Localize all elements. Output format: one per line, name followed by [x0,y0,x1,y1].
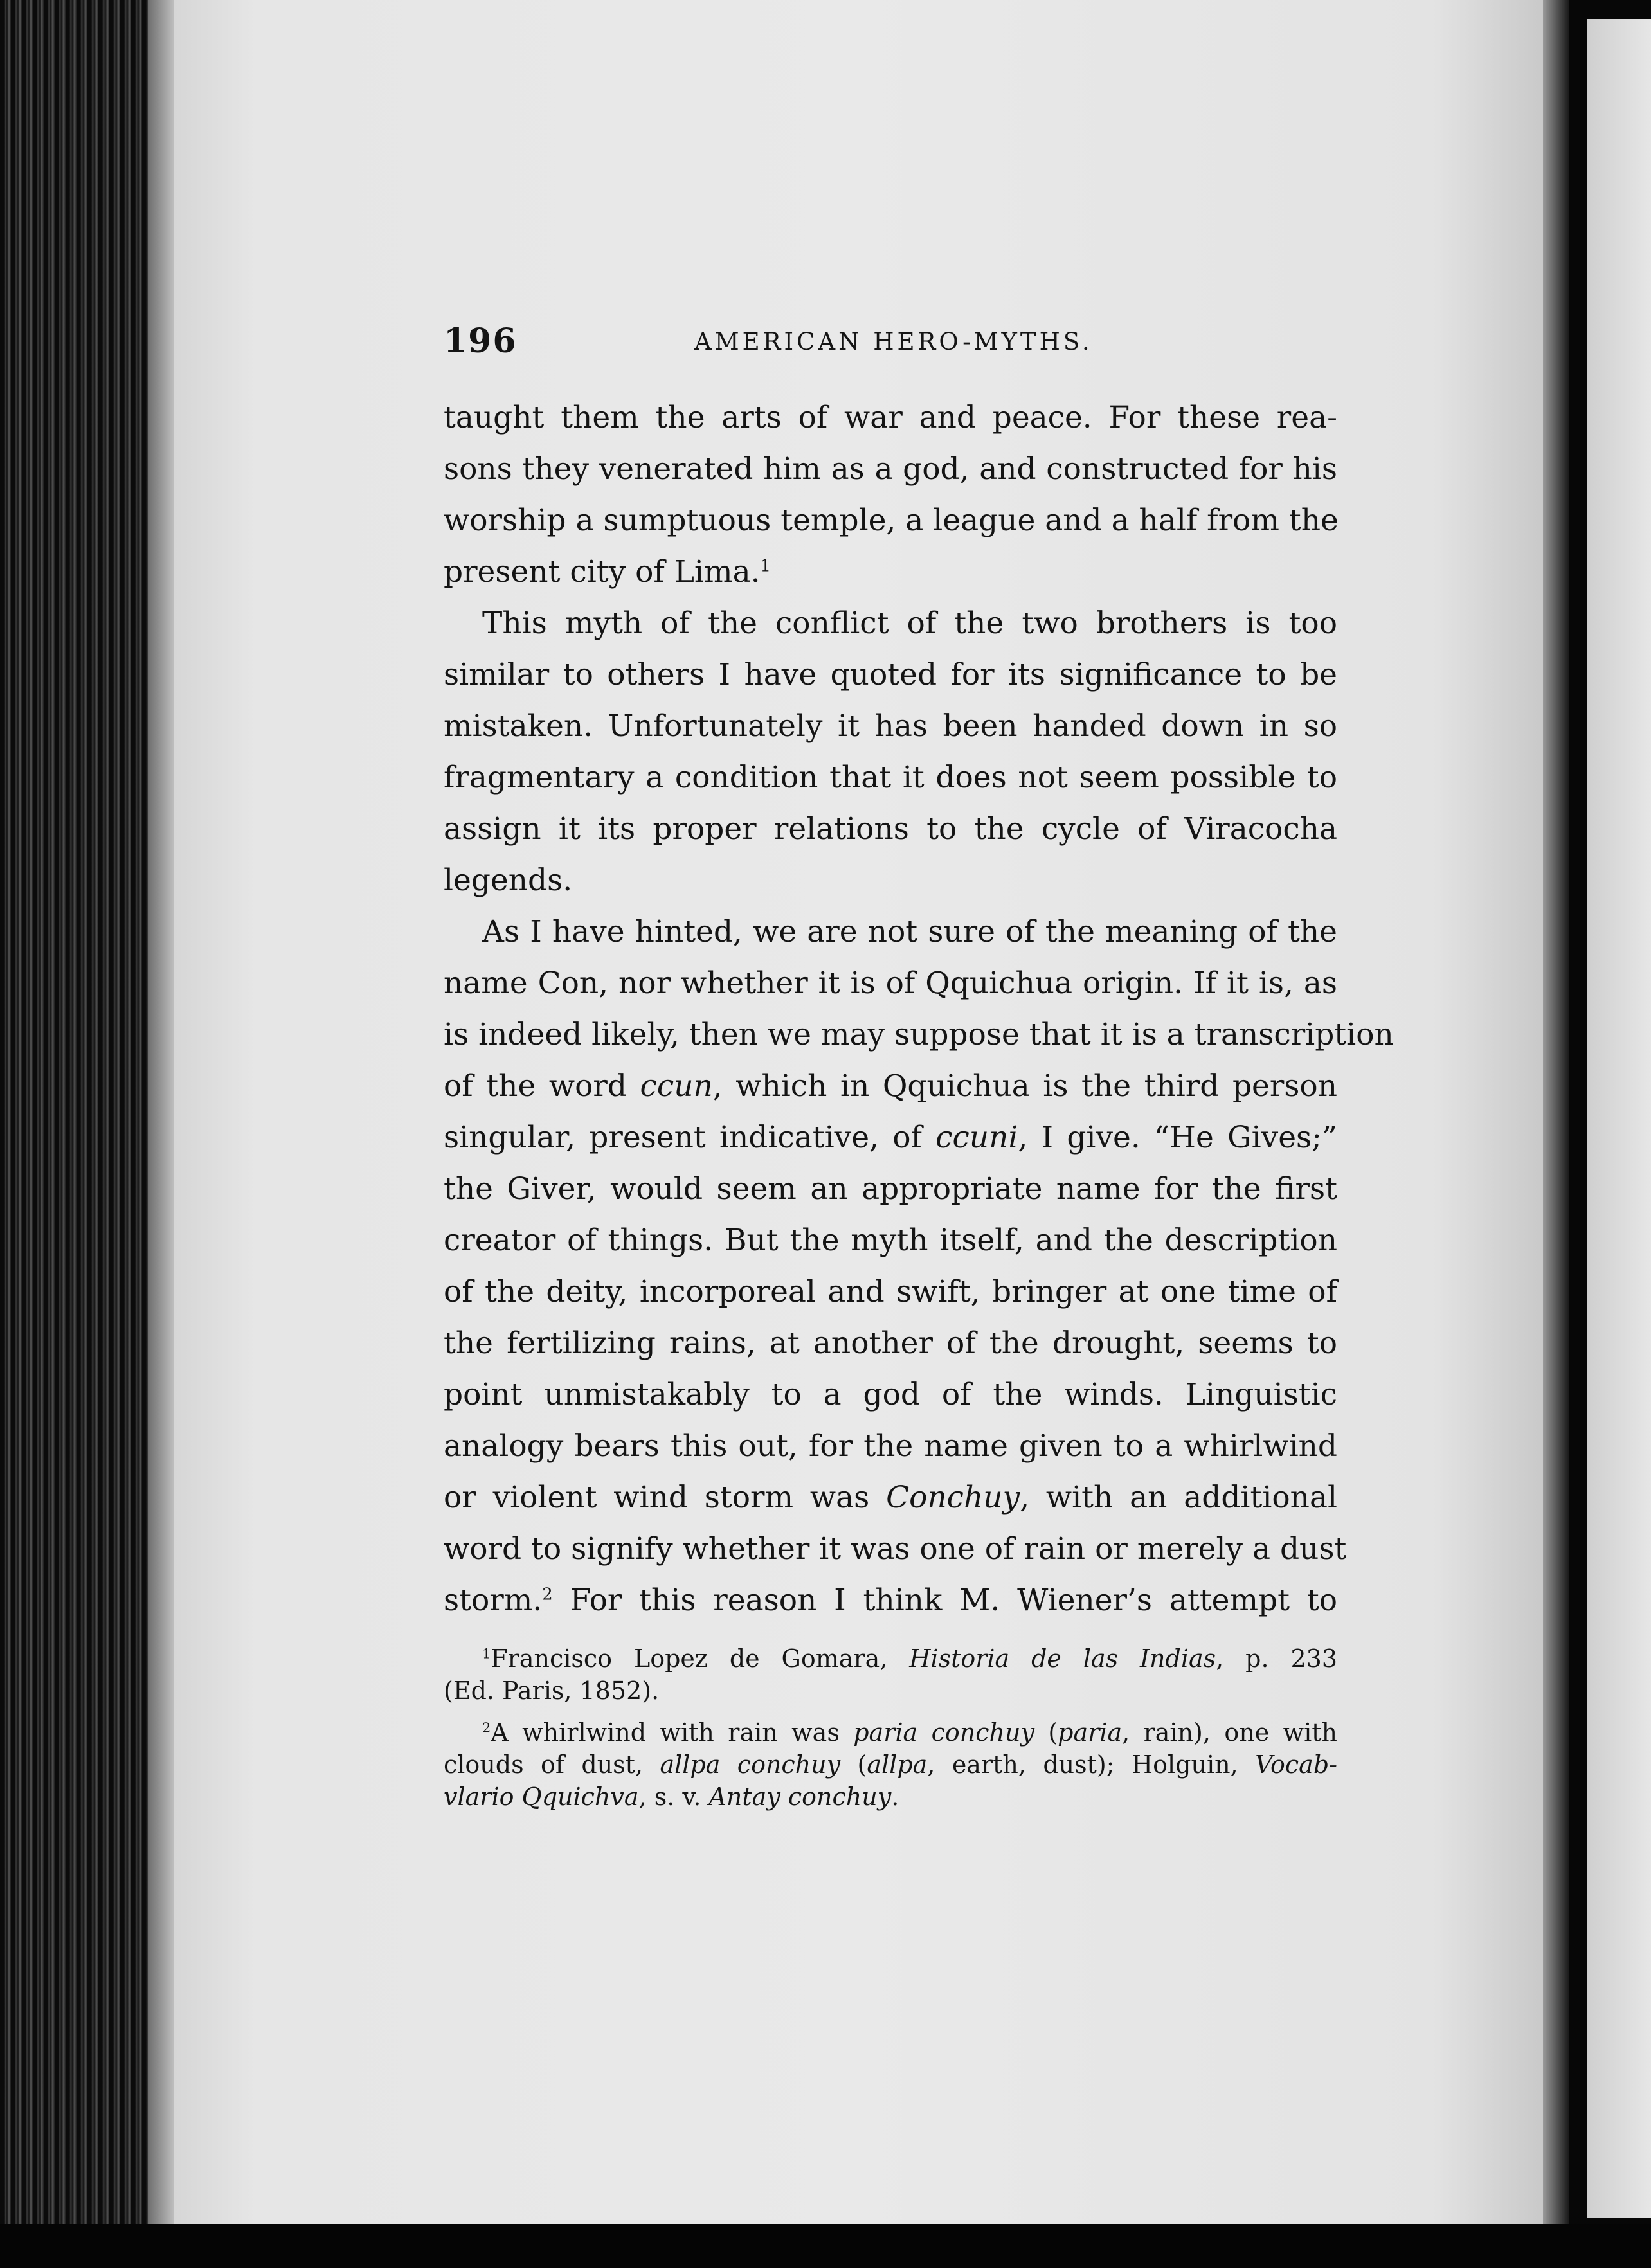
body-text: , with an additional [1020,1480,1337,1515]
footnote-italic: allpa conchuy [660,1751,841,1779]
page-gutter [1543,0,1569,2224]
body-text: For this reason I think M. Wiener’s attempt to [552,1583,1337,1618]
body-line [444,1112,1337,1164]
body-line: fragmentary a condition that it does not seem possible to [444,760,1337,795]
footnote-italic: paria conchuy [853,1718,1034,1747]
body-line [444,1472,1337,1524]
body-line: mistaken. Unfortunately it has been handed down in so [444,708,1337,744]
body-line: word to signify whether it was one of rain or merely a dust [444,1531,1347,1567]
body-line: legends. [444,863,573,898]
running-head [444,321,1337,373]
body-text: , which in Qquichua is the third person [712,1068,1337,1104]
page-number: 196 [444,321,518,361]
body-text: storm. [444,1583,543,1618]
italic-word: Conchuy [886,1480,1020,1515]
body-line [444,546,1337,598]
body-line: is indeed likely, then we may suppose that it is a transcription [444,1017,1394,1052]
footnote-ref: 2 [542,1585,553,1605]
footnote-text: , p. 233 [1216,1644,1338,1673]
body-line: the Giver, would seem an appropriate name for the first [444,1171,1337,1207]
footnote-1 [444,1643,1337,1675]
footnote-text: , rain), one with [1122,1718,1338,1747]
body-line: As I have hinted, we are not sure of the meaning of the [482,914,1337,950]
body-line: taught them the arts of war and peace. For these rea- [444,400,1337,435]
footnote-text: , s. v. [638,1783,709,1811]
footnote-text: ( [840,1751,867,1779]
body-line: assign it its proper relations to the cycle of Viracocha [444,811,1337,847]
footnote-italic: Vocab- [1255,1751,1337,1779]
footnote-mark: 1 [482,1646,491,1662]
footnote-italic: paria [1058,1718,1123,1747]
body-line: name Con, nor whether it is of Qquichua origin. If it is, as [444,966,1337,1001]
body-line: similar to others I have quoted for its significance to be [444,657,1337,692]
footnote-text: clouds of dust, [444,1751,660,1779]
body-text: singular, present indicative, of [444,1120,936,1155]
footnote-text: . [891,1783,899,1811]
body-line: of the deity, incorporeal and swift, bringer at one time of [444,1274,1337,1310]
body-text: or violent wind storm was [444,1480,887,1515]
footnote-italic: vlario Qquichva [444,1783,639,1811]
body-line [444,1575,1337,1626]
body-line: This myth of the conflict of the two brothers is too [482,606,1337,641]
footnote-text: A whirlwind with rain was [491,1718,854,1747]
footnote-ref: 1 [760,556,771,576]
footnote-italic: Antay conchuy [708,1783,892,1811]
footnote-text: Francisco Lopez de Gomara, [491,1644,910,1673]
body-line [444,1061,1337,1112]
running-title: AMERICAN HERO-MYTHS. [694,328,1093,356]
body-line: creator of things. But the myth itself, and the description [444,1223,1337,1258]
footnote-2 [444,1716,1337,1749]
footnote-2-cont [444,1749,1337,1781]
body-line: point unmistakably to a god of the winds. Linguistic [444,1377,1337,1412]
body-text: of the word [444,1068,640,1104]
italic-word: ccun [640,1068,713,1104]
footnote-italic: allpa [867,1751,928,1779]
body-line: worship a sumptuous temple, a league and a half from the [444,503,1339,538]
footnote-text: ( [1034,1718,1058,1747]
body-line: analogy bears this out, for the name given to a whirlwind [444,1428,1337,1464]
footnote-text: , earth, dust); Holguin, [927,1751,1256,1779]
footnote-1-cont: (Ed. Paris, 1852). [444,1677,660,1705]
book-left-edge [0,0,174,2268]
body-text: present city of Lima. [444,554,761,590]
book-bottom-edge [0,2224,1651,2268]
body-line: sons they venerated him as a god, and constructed for his [444,451,1337,487]
footnote-mark: 2 [482,1720,491,1736]
body-text: , I give. “He Gives;” [1018,1120,1337,1155]
facing-page-edge [1587,19,1651,2218]
footnote-2-cont [444,1781,1337,1813]
footnote-italic: Historia de las Indias [909,1644,1216,1673]
body-line: the fertilizing rains, at another of the drought, seems to [444,1326,1337,1361]
italic-word: ccuni [935,1120,1018,1155]
